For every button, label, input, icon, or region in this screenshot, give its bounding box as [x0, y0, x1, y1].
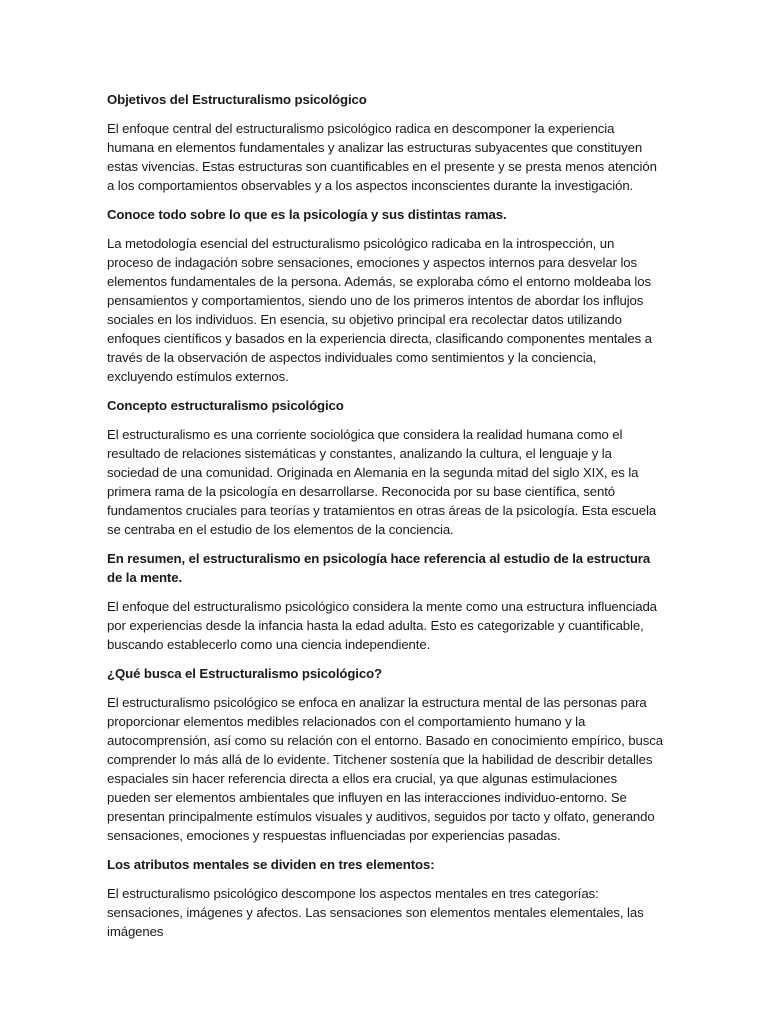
section-paragraph-resumen: El enfoque del estructuralismo psicológico considera la mente como una estructura influenciada por experiencias desde la infancia hasta la edad adulta. Esto es categorizable y cuantificable, buscando establecerlo como una ciencia independiente. — [107, 599, 657, 652]
section-paragraph-objetivos: El enfoque central del estructuralismo psicológico radica en descomponer la experiencia humana en elementos fundamentales y analizar las estructuras subyacentes que constituyen estas vivencias. Estas estructuras son cuantificables en el presente y se presta menos atención a los comportamientos observables y a los aspectos inconscientes durante la investigación. — [107, 121, 657, 193]
section-paragraph-metodologia: La metodología esencial del estructuralismo psicológico radicaba en la introspección, un proceso de indagación sobre sensaciones, emociones y aspectos internos para desvelar los elementos fundamentales de la persona. Además, se exploraba cómo el entorno moldeaba los pensamientos y comportamientos, siendo uno de los primeros intentos de abordar los influjos sociales en los individuos. En esencia, su objetivo principal era recolectar datos utilizando enfoques científicos y basados en la experiencia directa, clasificando componentes mentales a través de la observación de aspectos individuales como sentimientos y la conciencia, excluyendo estímulos externos. — [107, 236, 652, 384]
section-heading-que-busca: ¿Qué busca el Estructuralismo psicológico? — [107, 666, 382, 681]
section-paragraph-atributos: El estructuralismo psicológico descompone los aspectos mentales en tres categorías: sensaciones, imágenes y afectos. Las sensaciones son elementos mentales elementales, las imágenes — [107, 886, 644, 939]
document-body — [107, 90, 663, 951]
section-paragraph-que-busca: El estructuralismo psicológico se enfoca en analizar la estructura mental de las personas para proporcionar elementos medibles relacionados con el comportamiento humano y la autocomprensión, así como su relación con el entorno. Basado en conocimiento empírico, busca comprender lo más allá de lo evidente. Titchener sostenía que la habilidad de describir detalles espaciales sin hacer referencia directa a ellos era crucial, ya que algunas estimulaciones pueden ser elementos ambientales que influyen en las interacciones individuo-entorno. Se presentan principalmente estímulos visuales y auditivos, seguidos por tacto y olfato, generando sensaciones, emociones y respuestas influenciadas por experiencias pasadas. — [107, 695, 663, 843]
section-heading-atributos: Los atributos mentales se dividen en tres elementos: — [107, 857, 435, 872]
section-heading-concepto: Concepto estructuralismo psicológico — [107, 398, 344, 413]
section-paragraph-concepto: El estructuralismo es una corriente sociológica que considera la realidad humana como el resultado de relaciones sistemáticas y constantes, analizando la cultura, el lenguaje y la sociedad de una comunidad. Originada en Alemania en la segunda mitad del siglo XIX, es la primera rama de la psicología en desarrollarse. Reconocida por su base científica, sentó fundamentos cruciales para teorías y tratamientos en otras áreas de la psicología. Esta escuela se centraba en el estudio de los elementos de la conciencia. — [107, 427, 657, 537]
section-heading-conoce: Conoce todo sobre lo que es la psicología y sus distintas ramas. — [107, 207, 507, 222]
section-heading-objetivos: Objetivos del Estructuralismo psicológico — [107, 92, 367, 107]
section-heading-resumen: En resumen, el estructuralismo en psicología hace referencia al estudio de la estructura de la mente. — [107, 551, 651, 585]
